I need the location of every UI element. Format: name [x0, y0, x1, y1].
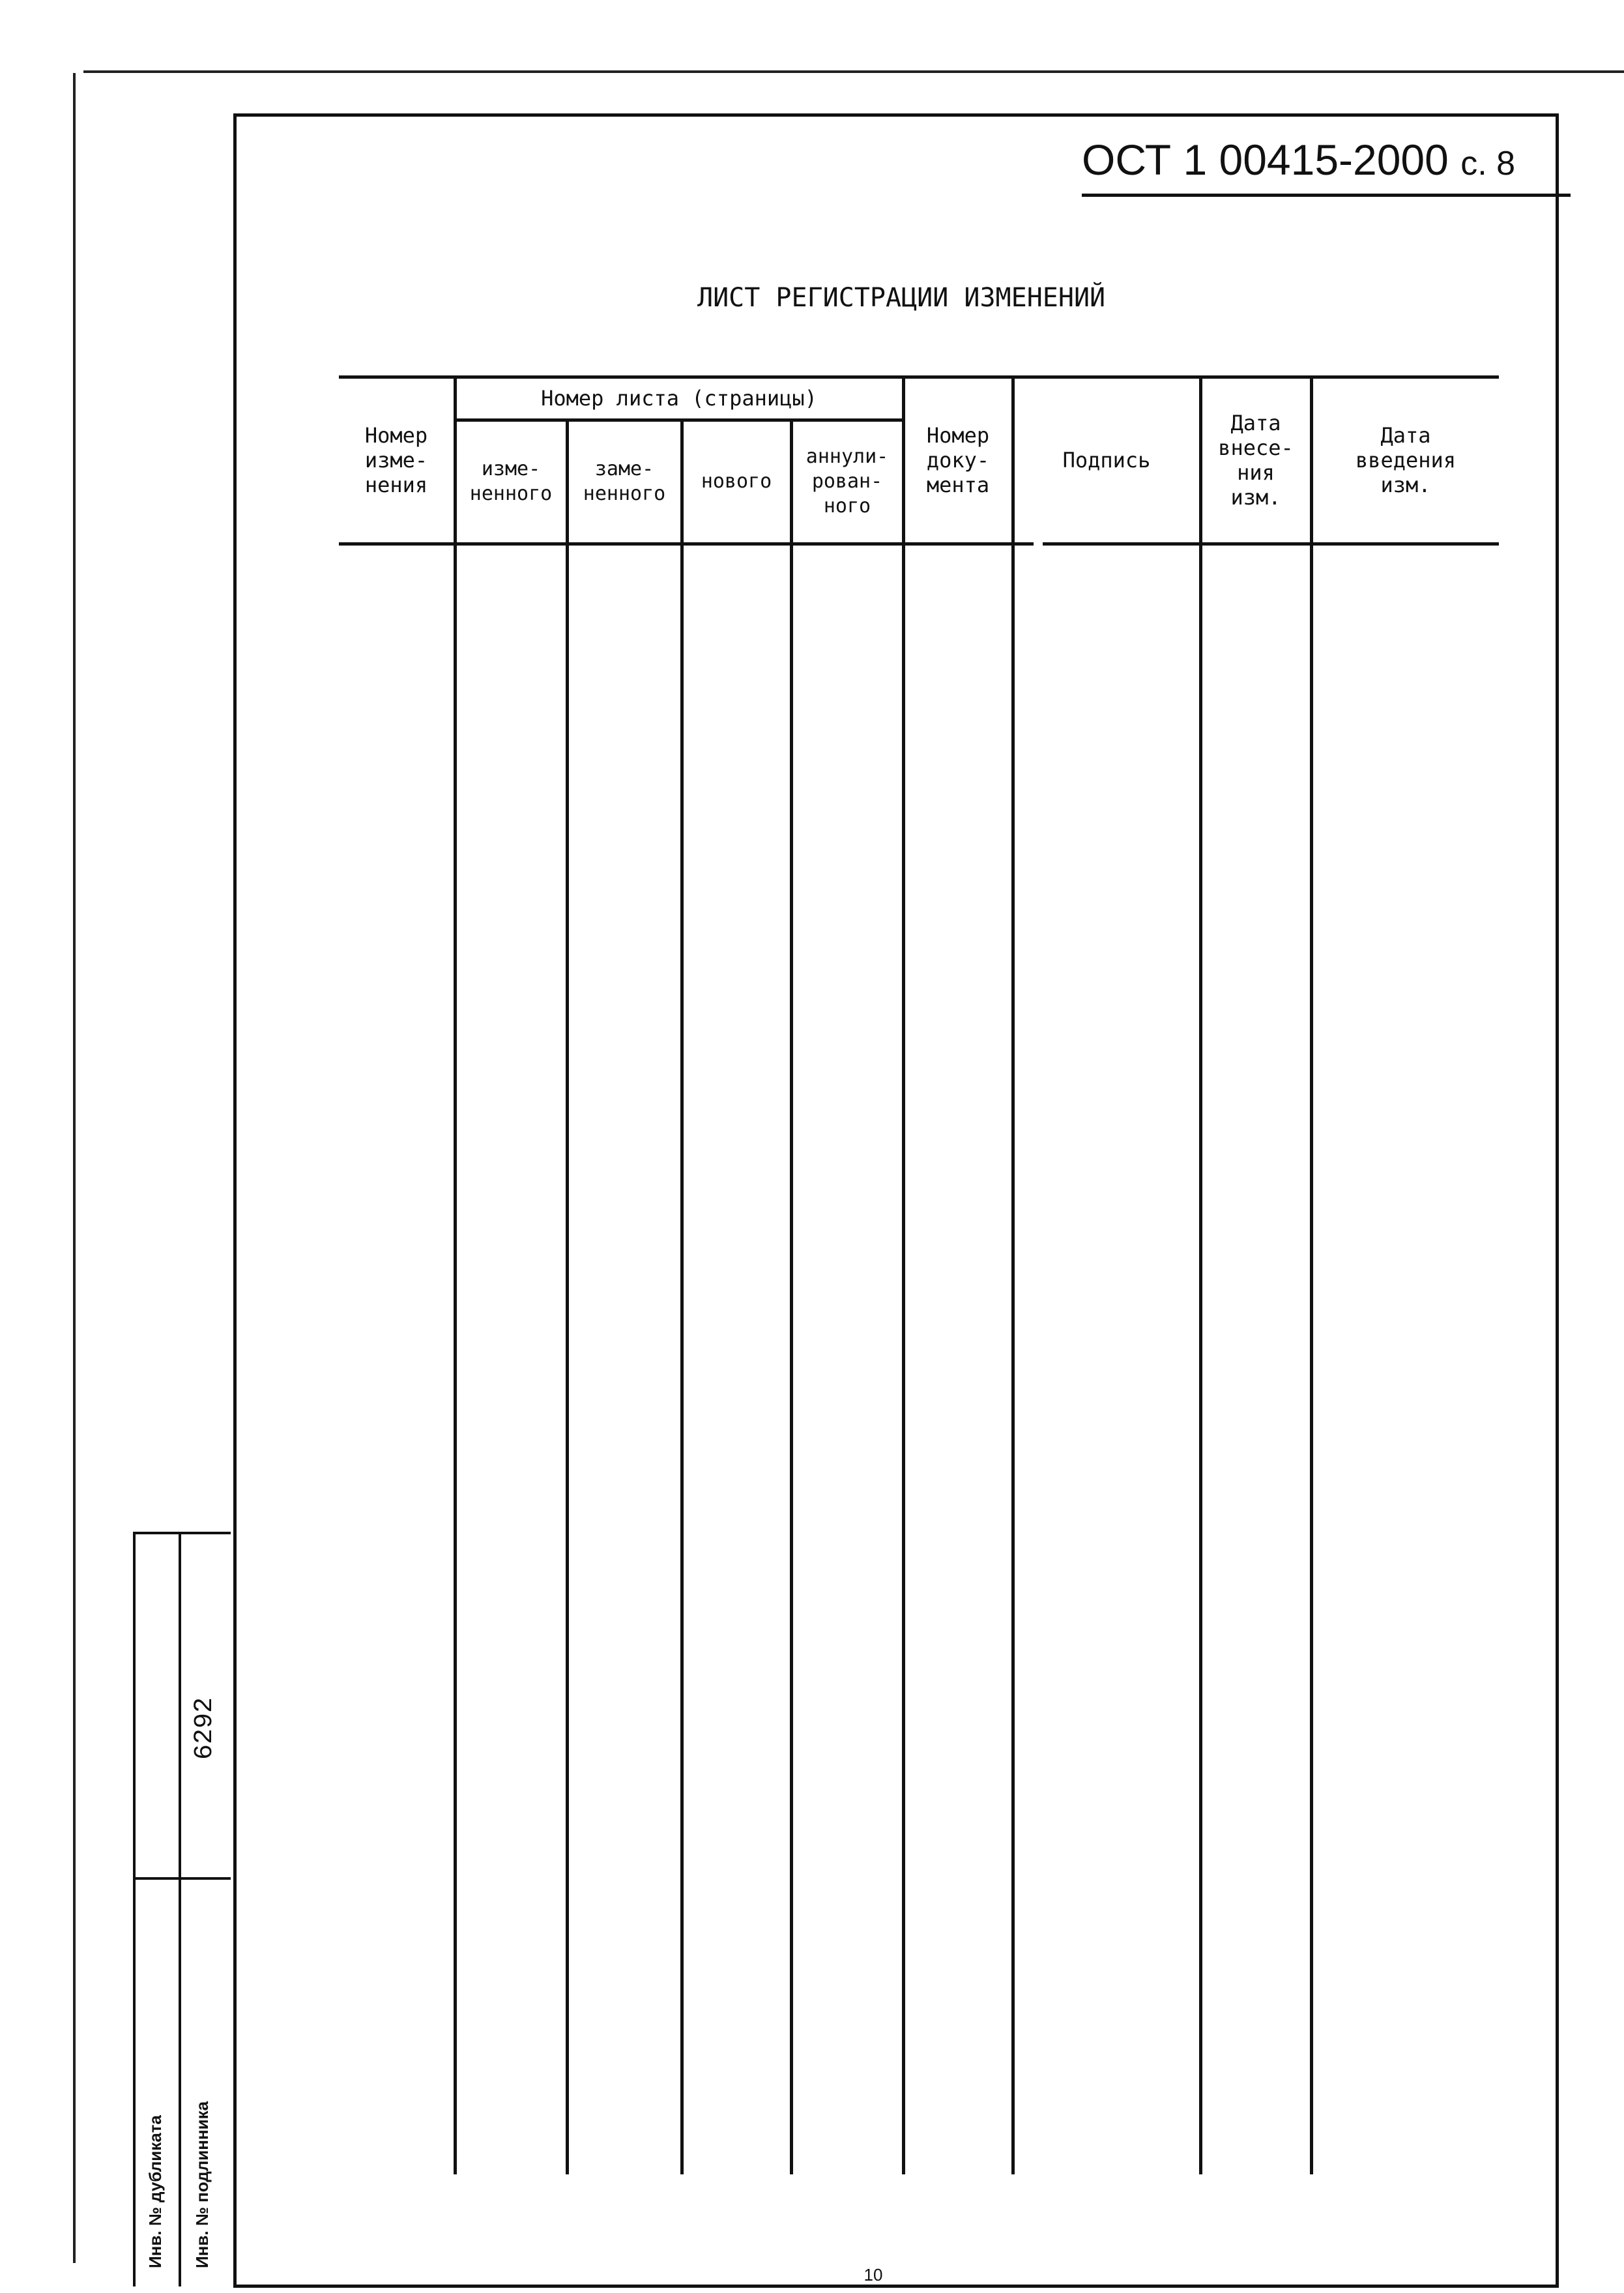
header-annulled: аннули- рован- ного [805, 445, 889, 518]
header-bottom-rule [339, 542, 1034, 546]
column-divider-1 [454, 375, 457, 2174]
header-new: нового [701, 470, 772, 493]
original-inventory-number: 6292 [190, 1697, 220, 1760]
column-divider-4 [790, 418, 793, 2174]
page-number: 10 [863, 2265, 883, 2285]
scan-border-left [73, 73, 76, 2263]
column-divider-6 [1011, 375, 1015, 2174]
header-change-number: Номер изме- нения [364, 423, 428, 497]
inventory-stamp-divider-vertical [179, 1532, 181, 2286]
header-effective-date: Дата введения изм. [1355, 423, 1457, 497]
scan-border-top [83, 70, 1624, 73]
document-page-ref: с. 8 [1460, 145, 1516, 183]
column-divider-3 [680, 418, 684, 2174]
column-divider-8 [1310, 375, 1313, 2174]
duplicate-inventory-label: Инв. № дубликата [145, 2115, 165, 2268]
header-group-sheet-number: Номер листа (страницы) [541, 386, 817, 411]
header-document-number: Номер доку- мента [926, 423, 990, 497]
original-inventory-label: Инв. № подлинника [192, 2101, 212, 2268]
column-divider-2 [566, 418, 569, 2174]
document-code-text: ОСТ 1 00415-2000 [1082, 136, 1449, 184]
header-bottom-rule-right [1043, 542, 1499, 546]
inventory-stamp-divider-horizontal [133, 1877, 231, 1880]
column-divider-5 [902, 375, 905, 2174]
header-signature: Подпись [1062, 448, 1151, 473]
header-changed: изме- ненного [469, 458, 553, 505]
column-divider-7 [1199, 375, 1202, 2174]
document-code [1082, 134, 1571, 197]
sheet-title: ЛИСТ РЕГИСТРАЦИИ ИЗМЕНЕНИЙ [697, 283, 1106, 313]
header-replaced: заме- ненного [583, 458, 666, 505]
header-entry-date: Дата внесе- ния изм. [1218, 411, 1294, 510]
